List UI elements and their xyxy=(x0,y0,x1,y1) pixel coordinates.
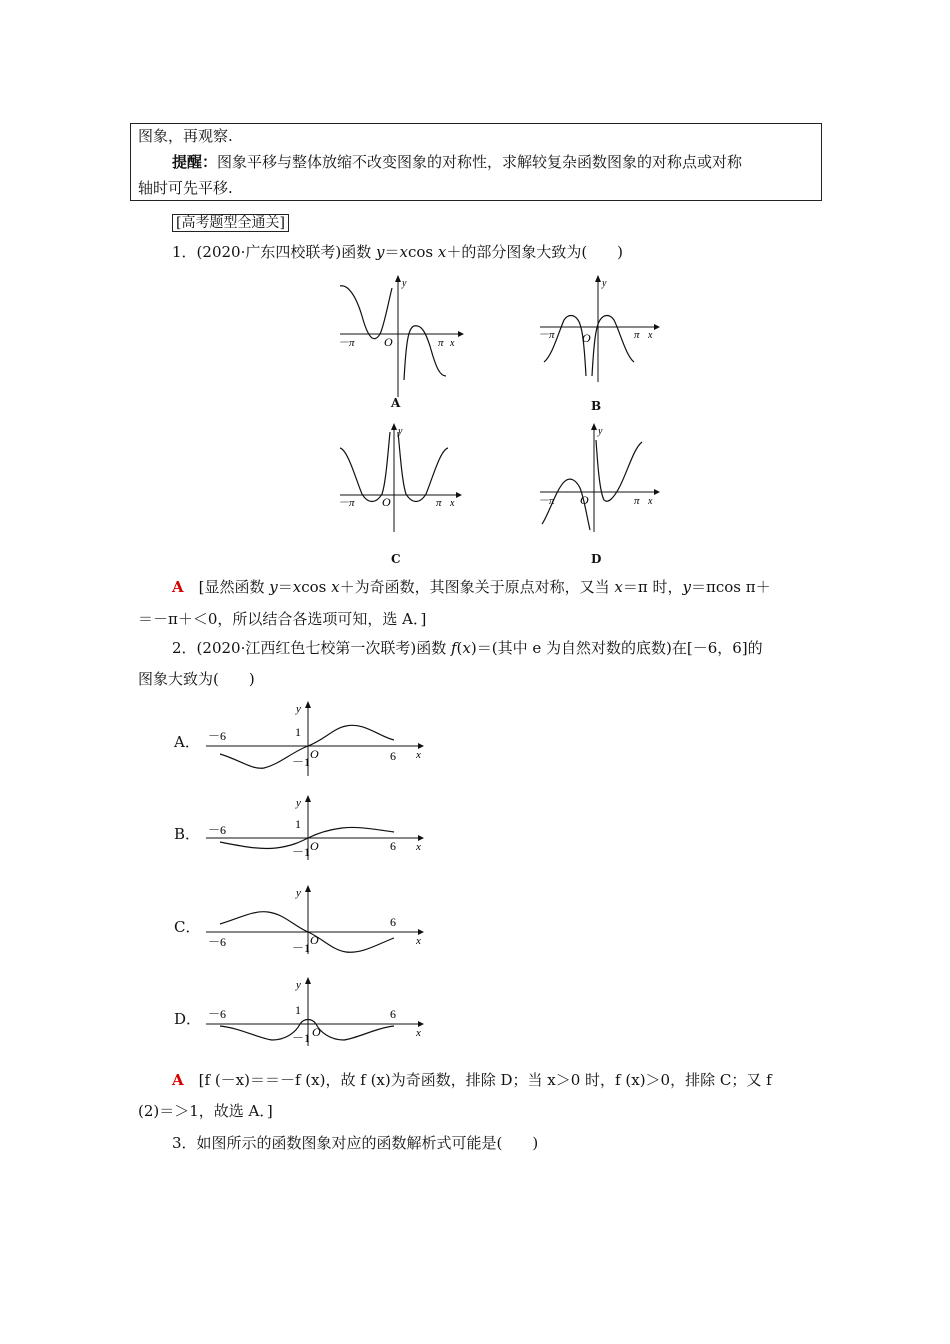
tip-line-2: 提醒：图象平移与整体放缩不改变图象的对称性，求解较复杂函数图象的对称点或对称 xyxy=(172,153,743,171)
q2-option-c-label: C． xyxy=(174,918,201,936)
svg-text:y: y xyxy=(296,887,301,899)
tick-neg-pi: －π xyxy=(338,337,355,349)
svg-text:y: y xyxy=(602,278,607,289)
q2-option-d-label: D． xyxy=(174,1010,202,1028)
svg-text:x: x xyxy=(416,935,421,947)
svg-text:－1: －1 xyxy=(292,941,311,955)
svg-text:y: y xyxy=(296,979,301,991)
q2-graph-b xyxy=(200,792,430,864)
y-label: y xyxy=(402,278,407,289)
origin-label: O xyxy=(384,335,393,349)
curve-left xyxy=(544,316,586,377)
svg-text:O: O xyxy=(582,331,591,345)
svg-text:－1: －1 xyxy=(292,1031,311,1045)
svg-text:x: x xyxy=(416,749,421,761)
svg-text:y: y xyxy=(296,797,301,809)
svg-text:－π: －π xyxy=(538,495,555,507)
svg-text:－6: －6 xyxy=(208,729,227,743)
svg-text:O: O xyxy=(312,1025,321,1039)
svg-text:－π: －π xyxy=(538,329,555,341)
q1-graph-c xyxy=(334,420,464,550)
q2-solution-line-2: (2)＝＞1，故选 A．] xyxy=(138,1102,273,1120)
svg-text:6: 6 xyxy=(390,915,396,929)
svg-text:O: O xyxy=(310,747,319,761)
q1-graph-d xyxy=(534,420,664,550)
svg-text:6: 6 xyxy=(390,839,396,853)
q1-solution-line-2: ＝－π＋＜0，所以结合各选项可知，选 A．] xyxy=(138,610,427,628)
q1-label-c: C xyxy=(391,552,401,566)
svg-text:π: π xyxy=(634,495,640,507)
question-3: 3．如图所示的函数图象对应的函数解析式可能是( ) xyxy=(172,1134,539,1152)
q1-label-d: D xyxy=(591,552,602,566)
y-axis-arrow xyxy=(395,275,401,282)
svg-text:1: 1 xyxy=(295,1003,301,1017)
svg-text:O: O xyxy=(310,933,319,947)
question-2: 2．(2020·江西红色七校第一次联考)函数 f(x)＝(其中 e 为自然对数的底数)在[－6，6]的 xyxy=(172,639,763,657)
curve-left xyxy=(340,432,390,502)
svg-text:π: π xyxy=(634,329,640,341)
svg-text:6: 6 xyxy=(390,749,396,763)
svg-text:y: y xyxy=(398,426,403,437)
x-label: x xyxy=(450,338,455,349)
q2-graph-c xyxy=(200,882,430,958)
q2-graph-d xyxy=(200,974,430,1050)
q2-answer: A xyxy=(172,1071,184,1089)
svg-text:－1: －1 xyxy=(292,755,311,769)
section-title: [高考题型全通关] xyxy=(172,212,289,233)
svg-text:y: y xyxy=(296,703,301,715)
svg-text:x: x xyxy=(648,330,653,341)
q1-label-b: B xyxy=(591,399,602,413)
tick-pi: π xyxy=(438,337,444,349)
curve-left xyxy=(340,286,392,339)
x-axis-arrow xyxy=(458,331,464,337)
q2-option-b-label: B． xyxy=(174,825,201,843)
tip-line-1: 图象，再观察. xyxy=(138,127,233,145)
q1-answer: A xyxy=(172,578,184,596)
svg-text:O: O xyxy=(382,495,391,509)
svg-text:x: x xyxy=(648,496,653,507)
q1-graph-b xyxy=(534,272,664,402)
q1-solution-line-1: A [显然函数 y＝xcos x＋为奇函数，其图象关于原点对称，又当 x＝π 时，y＝πcos π＋ xyxy=(172,578,771,596)
svg-text:－π: －π xyxy=(338,497,355,509)
curve-right xyxy=(398,432,448,502)
q1-graph-a xyxy=(334,272,464,402)
q2-solution-line-1: A [f (－x)＝＝－f (x)，故 f (x)为奇函数，排除 D；当 x＞0 时，f (x)＞0，排除 C；又 f xyxy=(172,1071,772,1089)
question-2-line-2: 图象大致为( ) xyxy=(138,670,255,688)
svg-text:6: 6 xyxy=(390,1007,396,1021)
q2-graph-a xyxy=(200,698,430,780)
tip-line-3: 轴时可先平移. xyxy=(138,179,233,197)
svg-text:x: x xyxy=(416,841,421,853)
svg-text:－6: －6 xyxy=(208,1007,227,1021)
tip-label: 提醒： xyxy=(172,153,218,171)
q1-label-a: A xyxy=(391,396,401,410)
svg-text:O: O xyxy=(580,493,589,507)
svg-text:1: 1 xyxy=(295,725,301,739)
svg-text:－1: －1 xyxy=(292,845,311,859)
svg-text:1: 1 xyxy=(295,817,301,831)
svg-text:y: y xyxy=(598,426,603,437)
svg-text:x: x xyxy=(416,1027,421,1039)
svg-text:O: O xyxy=(310,839,319,853)
svg-text:－6: －6 xyxy=(208,823,227,837)
svg-text:－6: －6 xyxy=(208,935,227,949)
svg-text:π: π xyxy=(436,497,442,509)
question-1: 1．(2020·广东四校联考)函数 y＝xcos x＋的部分图象大致为( ) xyxy=(172,243,624,261)
svg-text:x: x xyxy=(450,498,455,509)
q2-option-a-label: A． xyxy=(174,733,200,751)
